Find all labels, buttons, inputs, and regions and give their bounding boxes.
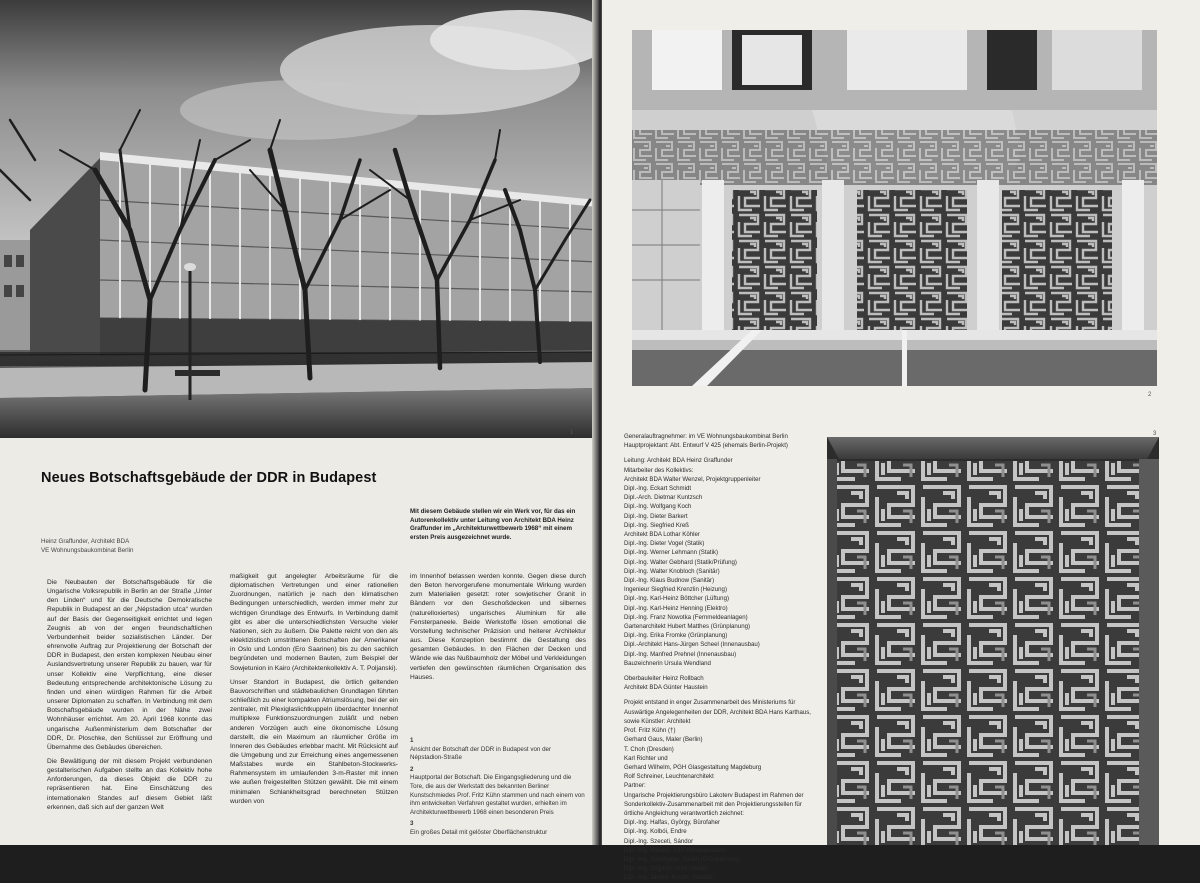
caption-number: 1 bbox=[410, 737, 414, 744]
credit-line: Dipl.-Ing. Franz Nowotka (Fernmeldeanlagen) bbox=[624, 613, 748, 621]
credit-line: Dipl.-Ing. Karl-Heinz Henning (Elektro) bbox=[624, 604, 728, 612]
project-credits bbox=[624, 432, 820, 883]
credit-line: Dipl.-Ing. Wolfgang Koch bbox=[624, 503, 692, 511]
credit-line: Architekt BDA Günter Haustein bbox=[624, 684, 708, 692]
author-affiliation: VE Wohnungsbaukombinat Berlin bbox=[41, 547, 134, 554]
credit-line: Prof. Fritz Kühn (†) bbox=[624, 727, 676, 735]
caption-number: 2 bbox=[410, 765, 414, 773]
figure-number-3: 3 bbox=[1153, 431, 1157, 437]
credit-line: Dipl.-Ing. Karl-Heinz Böttcher (Lüftung) bbox=[624, 595, 729, 603]
door-relief-illustration bbox=[827, 437, 1159, 845]
credit-line: Gerhard Wilhelm, PGH Glasgestaltung Magdeburg bbox=[624, 763, 762, 771]
entrance-portal-photo bbox=[632, 30, 1157, 386]
text-column-1 bbox=[47, 578, 212, 817]
credit-line: Dipl.-Ing. Walter Gebhard (Statik/Prüfung) bbox=[624, 558, 737, 566]
paragraph: Unser Standort in Budapest, die örtlich geltenden Bauvorschriften und städtebaulichen Grundlagen führten schließlich zu einer kompakten Atriumslösung, bei der ein zentraler, mit Plexiglaslichtkuppeln überdachter Innenhof multiplexe Funktionszuordnungen zuläßt und neben anderen Vorzügen auch eine ökonomische Lösung darstellt, die ein Maximum an räumlicher Größe im Inneren des Gebäudes erlebbar macht. Mit Rücksicht auf die Umgebung und zur Erreichung eines angemessenen Maßstabes wurde ein Stahlbeton-Stockwerks-Rahmensystem im umlaufenden 3-m-Raster mit innen wie außen freigestellten Stützen gewählt. Die mit einem minimalen Schlankheitsgrad berechneten Stützen wurden von bbox=[230, 678, 398, 805]
credit-line: Gartenarchitekt Hubert Matthes (Grünplanung) bbox=[624, 623, 750, 631]
article-headline: Neues Botschaftsgebäude der DDR in Budapest bbox=[41, 470, 377, 486]
credit-line: Dipl.-Ing. Kolbói, Endre bbox=[624, 828, 687, 836]
credit-line: Karl Richter und bbox=[624, 754, 668, 762]
embassy-exterior-photo bbox=[0, 0, 598, 438]
figure-number-1: 1 bbox=[570, 430, 574, 436]
credit-line: Oberbauleiter Heinz Rollbach bbox=[624, 675, 704, 683]
credit-line: Architekt BDA Walter Wenzel, Projektgruppenleiter bbox=[624, 475, 761, 483]
credit-line: Projekt entstand in enger Zusammenarbeit des Ministeriums für Auswärtige Angelegenheiten der DDR, Architekt BDA Hans Karthaus, sowie Künstler: Architekt bbox=[624, 699, 811, 725]
credit-line: Generalauftragnehmer: im VE Wohnungsbaukombinat Berlin bbox=[624, 433, 788, 440]
caption-text: Ein großes Detail mit gelöster Oberflächenstruktur bbox=[410, 828, 548, 836]
caption-number: 3 bbox=[410, 820, 414, 828]
caption-text: Ansicht der Botschaft der DDR in Budapest von der Népstadion-Straße bbox=[410, 745, 552, 762]
author-byline bbox=[41, 537, 133, 555]
credit-line: Dipl.-Ing. Halfas, György, Bürofaher bbox=[624, 819, 721, 827]
credit-line: Dipl.-Ing. Manfred Prehnel (Innenausbau) bbox=[624, 650, 737, 658]
paragraph: im Innenhof belassen werden konnte. Gegen diese durch den Beton hervorgerufene monumentale Wirkung wurden zum Materialien gesetzt: roter sowjetischer Granit in Bändern vor den Geschoßdecken und silbernes (naturelloxiertes) ungarisches Aluminium für alle Fensterpaneele. Beide Werkstoffe lösen emotional die Vorstellung technischer Präzision und heiterer Architektur aus. Diese Konzeption bestimmt die Gestaltung des gesamten Gebäudes. In den Flächen der Decken und Wände wie das Nußbaumholz der Möbel und Verkleidungen vertiefen den gewünschten räumlichen Organisation des Hauses. bbox=[410, 573, 586, 681]
credit-line: Partner: bbox=[624, 782, 646, 790]
paragraph: Die Neubauten der Botschaftsgebäude für die Ungarische Volksrepublik in Berlin an der Straße „Unter den Linden“ und für die Deutsche Demokratische Republik in Budapest an der „Népstadion utca“ wurden auf der Basis der Gegenseitigkeit errichtet und legen Zeugnis ab von der engen freundschaftlichen Verbundenheit beider sozialistischen Länder. Der ehrenvolle Auftrag zur Projektierung der Botschaft der DDR in Budapest, den ersten komplexen Neubau einer Auslandsvertretung unserer Republik zu bauen, war für unser Kollektiv eine Verpflichtung, eine dieser Bedeutung entsprechende architektonische Lösung zu finden und einen würdigen Rahmen für die Arbeit unserer Diplomaten zu schaffen. In Verbindung mit dem Botschaftsgebäude wurden in der Nähe zwei Wohnhäuser errichtet. Am 20. April 1968 konnte das ungarische Außenministerium dem Botschafter der DDR, Dr. Ploschke, den Schlüssel zur Eröffnung und Übernahme des Gebäudes übereichen. bbox=[47, 579, 212, 751]
credit-line: Rolf Schreiner, Leuchtenarchitekt bbox=[624, 773, 714, 781]
paragraph: Die Bewältigung der mit diesem Projekt verbundenen gestalterischen Aufgaben stellte an das Kollektiv hohe Anforderungen, da dieses Objekt die DDR zu repräsentieren hat. Eine Einschätzung des internationalen Standes auf diesem Gebiet läßt erkennen, daß sich auf der ganzen Welt bbox=[47, 757, 212, 811]
credit-line: Dipl.-Ing. Szijjarto, Imre (Statik) bbox=[624, 865, 709, 873]
paragraph: maßigkeit gut angelegter Arbeitsräume für die diplomatischen Vertretungen und einer rationellen Zuordnungen, natürlich je nach den klimatischen Bedingungen unterschiedlich, werden immer mehr zur wichtigen Grundlage des Entwurfs. In Verbindung damit gibt es aber die unterschiedlichsten Versuche vieler Nationen, sich zu äußern. Die Palette reicht von den als eklektizistisch umstrittenen Botschaften der Amerikaner in Oslo und London (Ero Saarinen) bis zu den sachlich begründeten und modernen Bauten, zum Beispiel der Sowjetunion in Kairo (Architektenkollektiv A. T. Poljanski). bbox=[230, 573, 398, 672]
credit-line: Hauptprojektant: Abt. Entwurf V 425 (ehemals Berlin-Projekt) bbox=[624, 442, 788, 450]
credit-line: Dipl.-Arch. Dietmar Kuntzsch bbox=[624, 494, 703, 502]
credit-line: Dipl.-Ing. Szeceti, Sándor bbox=[624, 837, 694, 845]
embassy-exterior-illustration bbox=[0, 0, 598, 438]
credit-line: Dipl.-Ing. Jánold, Kovály (Sanitär) bbox=[624, 874, 715, 882]
article-intro: Mit diesem Gebäude stellen wir ein Werk vor, für das ein Autorenkollektiv unter Leitung von Architekt BDA Heinz Graffunder im „Architekturwettbewerb 1968“ mit einem ersten Preis ausgezeichnet wurde. bbox=[410, 508, 576, 541]
entrance-portal-illustration bbox=[632, 30, 1157, 386]
credit-line: Gerhard Gaus, Maler (Berlin) bbox=[624, 736, 703, 744]
credit-line: Architekt BDA Lothar Köhler bbox=[624, 531, 700, 539]
credit-line: Dipl.-Ing. Walter Knobloch (Sanitär) bbox=[624, 567, 720, 575]
credit-line: Ingenieur Siegfried Krenzlin (Heizung) bbox=[624, 586, 727, 594]
text-column-2 bbox=[230, 572, 398, 811]
credit-line: Dipl.-Ing. Klaus Budnow (Sanitär) bbox=[624, 577, 715, 585]
credit-line: Bauzeichnerin Ursula Wendland bbox=[624, 659, 711, 667]
credit-line: Dipl.-Ing. Szentgeter, István (Grünplanung) bbox=[624, 855, 740, 863]
author-name: Heinz Graffunder, Architekt BDA bbox=[41, 538, 130, 545]
credit-line: Dipl.-Ing. Erika Fromke (Grünplanung) bbox=[624, 632, 728, 640]
figure-captions bbox=[410, 734, 586, 838]
right-page bbox=[602, 0, 1200, 882]
credit-line: Dipl.-Architekt Hans-Jürgen Scheel (Innenausbau) bbox=[624, 641, 760, 649]
left-page bbox=[0, 0, 598, 845]
credit-line: Mitarbeiter des Kollektivs: bbox=[624, 466, 694, 474]
credit-line: Dipl.-Ing. Werner Lehmann (Statik) bbox=[624, 549, 719, 557]
credit-line: Dipl.-Ing. Siegfried Kreß bbox=[624, 521, 690, 529]
credit-line: Dipl.-Ing. Kovacs, Lóci (Innenausbau) bbox=[624, 846, 726, 854]
credit-line: T. Choh (Dresden) bbox=[624, 745, 674, 753]
credit-line: Dipl.-Ing. Dieter Vogel (Statik) bbox=[624, 540, 705, 548]
text-column-3 bbox=[410, 572, 586, 727]
caption-text: Hauptportal der Botschaft. Die Eingangsgliederung und die Tore, die aus der Werkstatt des bekannten Berliner Kunstschmiedes Prof. Fritz Kühn stammen und nach einem von ihm entwickelten Verfahren gestaltet wurden, erhielten im Architekturwettbewerb 1968 einen besonderen Preis bbox=[410, 774, 585, 816]
credit-line: Dipl.-Ing. Eckart Schmidt bbox=[624, 485, 692, 493]
door-relief-detail-photo bbox=[827, 437, 1159, 845]
credit-line: Dipl.-Ing. Dieter Barkert bbox=[624, 512, 688, 520]
credit-line: Leitung: Architekt BDA Heinz Graffunder bbox=[624, 457, 733, 465]
figure-number-2: 2 bbox=[1148, 392, 1152, 398]
credit-line: Ungarische Projektierungsbüro Lakoterv Budapest im Rahmen der Sonderkollektiv-Zusammenarbeit mit den Projektierungsstellen für örtliche Angleichung verantwortlich zeichnet: bbox=[624, 791, 804, 817]
